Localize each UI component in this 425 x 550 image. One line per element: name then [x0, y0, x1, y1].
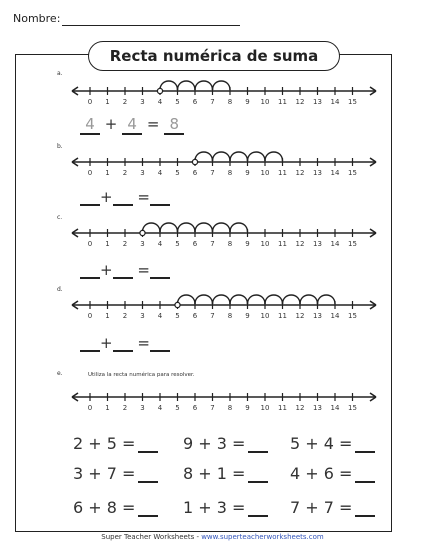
- tick-label: 9: [245, 404, 250, 412]
- tick-label: 4: [157, 404, 163, 412]
- section-label-c: c.: [57, 214, 63, 221]
- tick-label: 5: [175, 98, 180, 106]
- answer-d-addend2[interactable]: [113, 336, 133, 352]
- tick-label: 3: [140, 240, 145, 248]
- tick-label: 13: [313, 98, 322, 106]
- section-label-d: d.: [57, 286, 63, 293]
- tick-label: 3: [140, 98, 145, 106]
- tick-label: 10: [260, 169, 270, 177]
- tick-label: 8: [227, 404, 233, 412]
- tick-label: 13: [313, 404, 322, 412]
- tick-label: 0: [87, 240, 93, 248]
- answer-a-sum[interactable]: 8: [164, 115, 184, 135]
- tick-label: 15: [348, 98, 357, 106]
- answer-d-addend1[interactable]: [80, 336, 100, 352]
- tick-label: 5: [175, 404, 180, 412]
- problem-7: 6 + 8 =: [73, 498, 158, 517]
- tick-label: 7: [210, 169, 215, 177]
- tick-label: 4: [157, 240, 163, 248]
- footer: Super Teacher Worksheets - www.superteacherworksheets.com: [101, 533, 324, 541]
- tick-label: 8: [227, 312, 233, 320]
- tick-label: 7: [210, 404, 215, 412]
- tick-label: 4: [157, 169, 163, 177]
- equals-sign: =: [137, 334, 150, 352]
- problem-8-answer[interactable]: [248, 501, 268, 517]
- answer-d-sum[interactable]: [150, 336, 170, 352]
- answer-c-addend2[interactable]: [113, 263, 133, 279]
- equation-b: [80, 188, 170, 206]
- answer-b-addend1[interactable]: [80, 190, 100, 206]
- problem-5: 8 + 1 =: [183, 464, 268, 483]
- tick-label: 2: [122, 312, 128, 320]
- problem-3-answer[interactable]: [355, 437, 375, 453]
- tick-label: 15: [348, 404, 357, 412]
- equals-sign: =: [146, 115, 160, 133]
- answer-b-addend2[interactable]: [113, 190, 133, 206]
- plus-sign: +: [104, 115, 118, 133]
- problem-9: 7 + 7 =: [290, 498, 375, 517]
- tick-label: 5: [175, 312, 180, 320]
- tick-label: 2: [122, 404, 128, 412]
- tick-label: 4: [157, 312, 163, 320]
- answer-a-addend1[interactable]: 4: [80, 115, 100, 135]
- worksheet-title: Recta numérica de suma: [88, 41, 340, 71]
- equals-sign: =: [137, 188, 150, 206]
- tick-label: 0: [87, 312, 93, 320]
- section-e-instruction: Utiliza la recta numérica para resolver.: [88, 372, 195, 378]
- tick-label: 13: [313, 169, 322, 177]
- problem-2: 9 + 3 =: [183, 434, 268, 453]
- tick-label: 2: [122, 169, 128, 177]
- tick-label: 10: [260, 404, 270, 412]
- tick-label: 14: [330, 240, 340, 248]
- answer-c-sum[interactable]: [150, 263, 170, 279]
- tick-label: 0: [87, 169, 93, 177]
- equation-a: [80, 115, 184, 135]
- tick-label: 15: [348, 312, 357, 320]
- tick-label: 7: [210, 312, 215, 320]
- tick-label: 13: [313, 240, 322, 248]
- problem-1-answer[interactable]: [138, 437, 158, 453]
- tick-label: 12: [295, 240, 305, 248]
- tick-label: 9: [245, 312, 250, 320]
- problem-7-answer[interactable]: [138, 501, 158, 517]
- tick-label: 8: [227, 169, 233, 177]
- plus-sign: +: [100, 188, 113, 206]
- tick-label: 1: [105, 169, 110, 177]
- tick-label: 11: [278, 240, 287, 248]
- plus-sign: +: [100, 334, 113, 352]
- tick-label: 1: [105, 240, 110, 248]
- section-label-b: b.: [57, 143, 63, 150]
- tick-label: 4: [157, 98, 163, 106]
- tick-label: 2: [122, 240, 128, 248]
- tick-label: 13: [313, 312, 322, 320]
- name-label: Nombre:: [13, 12, 61, 25]
- problem-6-answer[interactable]: [355, 467, 375, 483]
- tick-label: 12: [295, 98, 305, 106]
- section-label-e: e.: [57, 370, 63, 377]
- tick-label: 0: [87, 98, 93, 106]
- tick-label: 10: [260, 312, 270, 320]
- tick-label: 12: [295, 169, 305, 177]
- problem-1: 2 + 5 =: [73, 434, 158, 453]
- section-label-a: a.: [57, 70, 63, 77]
- answer-a-addend2[interactable]: 4: [122, 115, 142, 135]
- problem-9-answer[interactable]: [355, 501, 375, 517]
- tick-label: 14: [330, 98, 340, 106]
- tick-label: 11: [278, 169, 287, 177]
- tick-label: 12: [295, 312, 305, 320]
- equals-sign: =: [137, 261, 150, 279]
- tick-label: 9: [245, 240, 250, 248]
- tick-label: 8: [227, 240, 233, 248]
- tick-label: 11: [278, 312, 287, 320]
- tick-label: 1: [105, 98, 110, 106]
- tick-label: 11: [278, 98, 287, 106]
- equation-c: [80, 261, 170, 279]
- tick-label: 8: [227, 98, 233, 106]
- tick-label: 6: [192, 312, 198, 320]
- tick-label: 14: [330, 169, 340, 177]
- tick-label: 9: [245, 98, 250, 106]
- tick-label: 10: [260, 240, 270, 248]
- tick-label: 10: [260, 98, 270, 106]
- tick-label: 14: [330, 404, 340, 412]
- problem-5-answer[interactable]: [248, 467, 268, 483]
- tick-label: 9: [245, 169, 250, 177]
- plus-sign: +: [100, 261, 113, 279]
- problem-4: 3 + 7 =: [73, 464, 158, 483]
- tick-label: 11: [278, 404, 287, 412]
- problem-2-answer[interactable]: [248, 437, 268, 453]
- tick-label: 7: [210, 240, 215, 248]
- tick-label: 12: [295, 404, 305, 412]
- problem-4-answer[interactable]: [138, 467, 158, 483]
- tick-label: 14: [330, 312, 340, 320]
- tick-label: 5: [175, 240, 180, 248]
- problem-3: 5 + 4 =: [290, 434, 375, 453]
- tick-label: 0: [87, 404, 93, 412]
- problem-8: 1 + 3 =: [183, 498, 268, 517]
- tick-label: 6: [192, 404, 198, 412]
- tick-label: 7: [210, 98, 215, 106]
- tick-label: 2: [122, 98, 128, 106]
- answer-c-addend1[interactable]: [80, 263, 100, 279]
- tick-label: 1: [105, 404, 110, 412]
- tick-label: 15: [348, 240, 357, 248]
- tick-label: 3: [140, 312, 145, 320]
- tick-label: 1: [105, 312, 110, 320]
- footer-link[interactable]: www.superteacherworksheets.com: [201, 533, 324, 541]
- answer-b-sum[interactable]: [150, 190, 170, 206]
- tick-label: 6: [192, 98, 198, 106]
- tick-label: 15: [348, 169, 357, 177]
- tick-label: 6: [192, 169, 198, 177]
- tick-label: 3: [140, 169, 145, 177]
- problem-6: 4 + 6 =: [290, 464, 375, 483]
- tick-label: 3: [140, 404, 145, 412]
- equation-d: [80, 334, 170, 352]
- tick-label: 6: [192, 240, 198, 248]
- tick-label: 5: [175, 169, 180, 177]
